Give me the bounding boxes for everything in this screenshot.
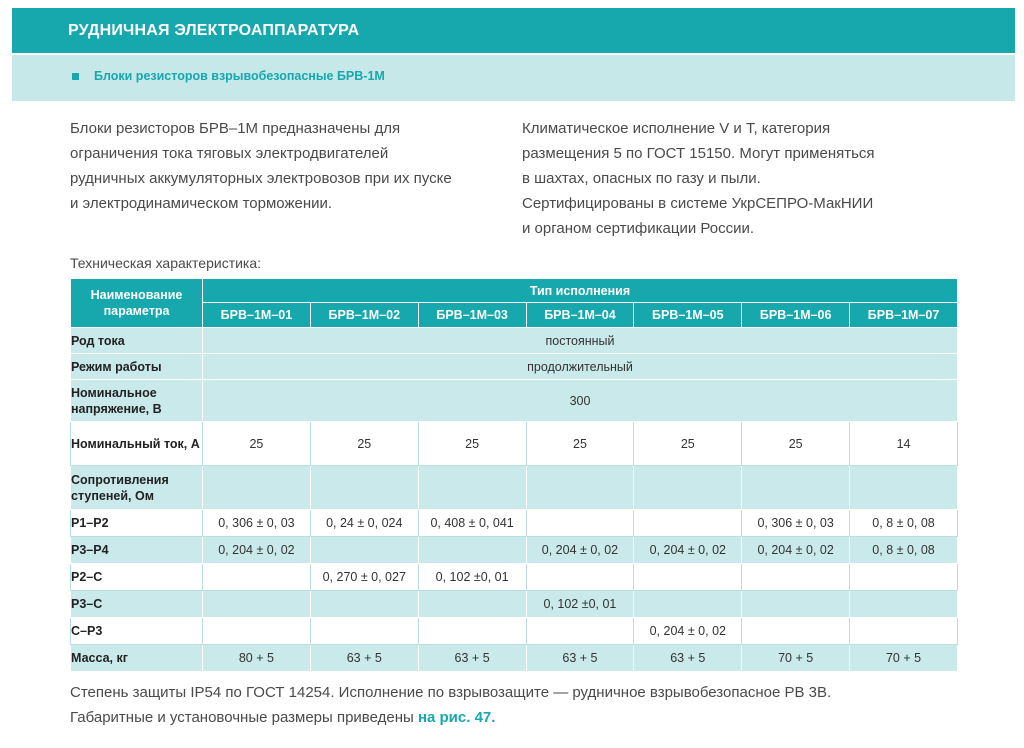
table-row xyxy=(71,422,958,466)
intro-right-line: в шахтах, опасных по газу и пыли. xyxy=(522,170,761,187)
row-label: С–Р3 xyxy=(71,618,203,645)
column-header: БРВ–1М–02 xyxy=(310,303,418,328)
table-cell: 0, 306 ± 0, 03 xyxy=(742,510,850,537)
row-label: Р2–С xyxy=(71,564,203,591)
table-cell xyxy=(203,591,311,618)
param-header-text: Наименование параметра xyxy=(90,288,183,318)
table-cell xyxy=(526,466,634,510)
subsection-title: Блоки резисторов взрывобезопасные БРВ-1М xyxy=(94,69,385,83)
intro-right-line: и органом сертификации России. xyxy=(522,220,755,237)
row-label: Режим работы xyxy=(71,354,203,380)
table-cell: постоянный xyxy=(203,328,958,354)
table-cell: 0, 204 ± 0, 02 xyxy=(203,537,311,564)
table-cell: 0, 204 ± 0, 02 xyxy=(634,537,742,564)
table-cell xyxy=(634,591,742,618)
row-label: Номинальное напряжение, В xyxy=(71,380,203,422)
table-cell: 0, 270 ± 0, 027 xyxy=(310,564,418,591)
intro-right-line: Климатическое исполнение V и Т, категория xyxy=(522,120,831,137)
column-header: БРВ–1М–01 xyxy=(203,303,311,328)
section-title: РУДНИЧНАЯ ЭЛЕКТРОАППАРАТУРА xyxy=(68,22,360,39)
table-row xyxy=(71,510,958,537)
table-cell: 300 xyxy=(203,380,958,422)
table-cell: 0, 306 ± 0, 03 xyxy=(203,510,311,537)
table-cell: 70 + 5 xyxy=(742,645,850,672)
intro-left-line: и электродинамическом торможении. xyxy=(70,195,333,212)
row-label: Сопротивления ступеней, Ом xyxy=(71,466,203,510)
table-cell: 80 + 5 xyxy=(203,645,311,672)
table-cell xyxy=(850,466,958,510)
spec-table xyxy=(70,278,958,672)
table-cell xyxy=(526,510,634,537)
table-cell xyxy=(310,591,418,618)
row-label: Масса, кг xyxy=(71,645,203,672)
table-cell xyxy=(850,618,958,645)
footer-notes xyxy=(70,680,831,730)
table-row xyxy=(71,645,958,672)
table-row xyxy=(71,380,958,422)
intro-right-line: Сертифицированы в системе УкрСЕПРО-МакНИИ xyxy=(522,195,874,212)
table-cell xyxy=(742,466,850,510)
table-row xyxy=(71,354,958,380)
table-cell: 70 + 5 xyxy=(850,645,958,672)
param-header xyxy=(71,279,203,328)
table-cell: 63 + 5 xyxy=(526,645,634,672)
table-cell: 25 xyxy=(418,422,526,466)
section-banner xyxy=(12,8,1015,53)
table-cell xyxy=(310,618,418,645)
table-cell: 25 xyxy=(526,422,634,466)
footer-text: Габаритные и установочные размеры приведены xyxy=(70,709,418,726)
table-cell xyxy=(526,618,634,645)
table-cell: 63 + 5 xyxy=(634,645,742,672)
intro-right-line: размещения 5 по ГОСТ 15150. Могут применяться xyxy=(522,145,875,162)
table-cell xyxy=(203,564,311,591)
row-label: Р1–Р2 xyxy=(71,510,203,537)
intro-left-line: ограничения тока тяговых электродвигателей xyxy=(70,145,389,162)
table-cell: продолжительный xyxy=(203,354,958,380)
table-cell: 0, 8 ± 0, 08 xyxy=(850,510,958,537)
column-header: БРВ–1М–04 xyxy=(526,303,634,328)
subsection-bar xyxy=(12,55,1015,101)
table-cell xyxy=(418,618,526,645)
table-cell: 63 + 5 xyxy=(418,645,526,672)
row-label: Род тока xyxy=(71,328,203,354)
table-cell xyxy=(203,466,311,510)
row-label: Р3–С xyxy=(71,591,203,618)
column-header: БРВ–1М–06 xyxy=(742,303,850,328)
table-cell: 0, 204 ± 0, 02 xyxy=(742,537,850,564)
intro-right-paragraph xyxy=(522,116,875,241)
table-cell xyxy=(418,537,526,564)
table-cell xyxy=(310,466,418,510)
table-cell: 0, 24 ± 0, 024 xyxy=(310,510,418,537)
column-header: БРВ–1М–05 xyxy=(634,303,742,328)
table-cell xyxy=(634,510,742,537)
table-row xyxy=(71,466,958,510)
table-caption: Техническая характеристика: xyxy=(70,255,262,271)
table-cell xyxy=(418,466,526,510)
table-cell xyxy=(742,591,850,618)
intro-left-line: Блоки резисторов БРВ–1М предназначены для xyxy=(70,120,401,137)
table-cell: 0, 204 ± 0, 02 xyxy=(526,537,634,564)
table-cell: 14 xyxy=(850,422,958,466)
table-cell xyxy=(526,564,634,591)
table-cell xyxy=(418,591,526,618)
figure-reference-link[interactable]: на рис. 47. xyxy=(417,709,496,726)
table-cell: 25 xyxy=(203,422,311,466)
table-cell xyxy=(634,466,742,510)
table-row xyxy=(71,591,958,618)
table-cell: 63 + 5 xyxy=(310,645,418,672)
table-cell: 0, 8 ± 0, 08 xyxy=(850,537,958,564)
table-cell xyxy=(742,564,850,591)
row-label: Номинальный ток, А xyxy=(71,422,203,466)
table-cell: 25 xyxy=(310,422,418,466)
table-cell xyxy=(850,564,958,591)
column-header: БРВ–1М–03 xyxy=(418,303,526,328)
intro-left-line: рудничных аккумуляторных электровозов при их пуске xyxy=(70,170,452,187)
footer-line xyxy=(70,705,831,730)
table-cell xyxy=(203,618,311,645)
table-cell xyxy=(850,591,958,618)
type-header: Тип исполнения xyxy=(203,279,958,303)
table-cell: 0, 102 ±0, 01 xyxy=(526,591,634,618)
table-row xyxy=(71,618,958,645)
table-cell: 25 xyxy=(742,422,850,466)
table-cell xyxy=(634,564,742,591)
footer-line: Степень защиты IP54 по ГОСТ 14254. Исполнение по взрывозащите — рудничное взрывобезопасное РВ 3В. xyxy=(70,684,832,701)
intro-left-paragraph xyxy=(70,116,452,216)
table-cell: 0, 102 ±0, 01 xyxy=(418,564,526,591)
column-header: БРВ–1М–07 xyxy=(850,303,958,328)
table-row xyxy=(71,564,958,591)
table-cell xyxy=(742,618,850,645)
bullet-square-icon xyxy=(72,73,79,80)
table-cell: 0, 408 ± 0, 041 xyxy=(418,510,526,537)
table-cell: 25 xyxy=(634,422,742,466)
row-label: Р3–Р4 xyxy=(71,537,203,564)
table-cell xyxy=(310,537,418,564)
table-cell: 0, 204 ± 0, 02 xyxy=(634,618,742,645)
table-row xyxy=(71,537,958,564)
table-row xyxy=(71,328,958,354)
